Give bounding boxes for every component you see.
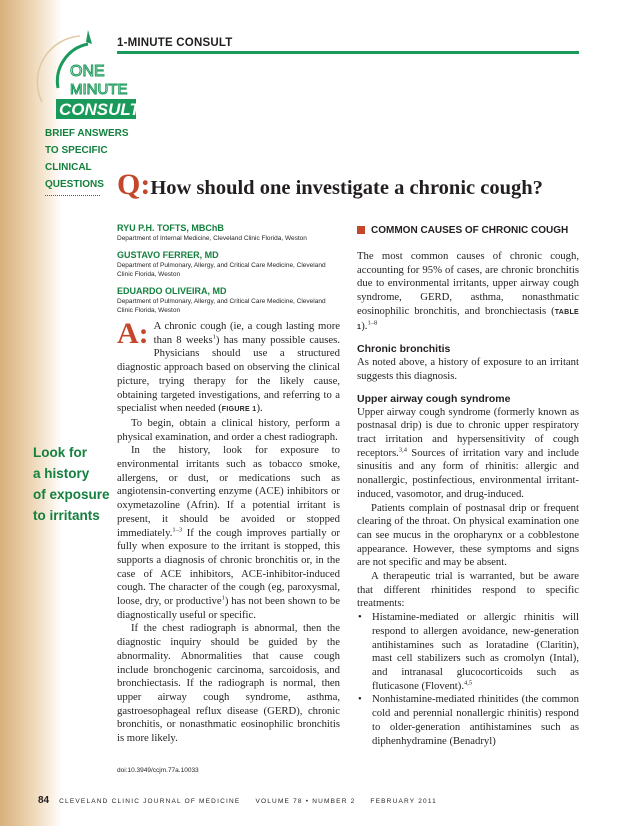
pull-quote-line: a history [33, 466, 90, 481]
tagline-divider [45, 195, 100, 196]
text-run: In the history, look for exposure to environmental irritants such as tobacco smoke, allergens, or dust, or medications such as angiotensin-converting enzyme (ACE) inhibitors or oxymetazoline (Afrin). If a potential irritant is present, it should be avoided or stopped immediately. [117, 444, 340, 539]
table-reference: TABLE 1 [357, 308, 579, 331]
author-affiliation: Department of Internal Medicine, Cleveland Clinic Florida, Weston [117, 235, 307, 242]
text-run: The most common causes of chronic cough, accounting for 95% of cases, are chronic bronchitis due to environmental irritants, upper airway cough syndrome, GERD, asthma, nonasthmatic eosinophilic bronchitis, and bronchiectasis ( [357, 250, 579, 317]
author-name: EDUARDO OLIVEIRA, MD [117, 286, 227, 296]
text-run: Upper airway cough syndrome (formerly known as postnasal drip) is due to chronic upper respiratory tract irritation and hypersensitivity of cough receptors. [357, 405, 579, 459]
heading-text: COMMON CAUSES OF CHRONIC COUGH [371, 225, 569, 236]
paragraph: To begin, obtain a clinical history, perform a physical examination, and order a chest radiograph. [117, 416, 340, 443]
page-number: 84 [38, 795, 50, 806]
citation: 4,5 [464, 679, 473, 687]
doi: doi:10.3949/ccjm.77a.10033 [117, 767, 199, 774]
paragraph: Patients complain of postnasal drip or frequent clearing of the throat. On physical examination one can see mucus in the oropharynx or a cobblestone appearance. However, these symptoms and signs are not specific and may be absent. [357, 501, 579, 569]
pull-quote-line: of exposure [33, 487, 110, 502]
question-mark-label: Q: [117, 168, 151, 201]
pull-quote-line: to irritants [33, 508, 100, 523]
citation: 1–8 [367, 318, 378, 326]
text-run: ) has not been shown to be diagnostically useful or specific. [117, 595, 340, 621]
paragraph [117, 444, 340, 622]
title-text: How should one investigate a chronic cough? [150, 177, 543, 199]
citation: 1–3 [172, 525, 183, 533]
citation: 1 [212, 333, 216, 341]
text-run: A chronic cough (ie, a cough lasting more than 8 weeks [153, 320, 340, 346]
logo-word-consult: CONSULT [59, 100, 140, 119]
author-entry [117, 249, 337, 279]
paragraph [357, 406, 579, 502]
list-item [357, 611, 579, 693]
answer-mark-label: A: [117, 317, 149, 350]
tagline-line: TO SPECIFIC [45, 145, 108, 156]
tagline-line: BRIEF ANSWERS [45, 128, 129, 139]
author-name: GUSTAVO FERRER, MD [117, 250, 219, 260]
text-run: Sources of irritation vary and include sinusitis and any form of rhinitis: allergic and nonallergic, postinfectious, environmental irritant-induced, vasomotor, and drug-induced. [357, 446, 579, 500]
tagline-line: QUESTIONS [45, 179, 104, 190]
article-title [117, 168, 543, 202]
author-name: RYU P.H. TOFTS, MBChB [117, 223, 224, 233]
subheading: Upper airway cough syndrome [357, 392, 511, 405]
paragraph: A therapeutic trial is warranted, but be aware that different rhinitides respond to specific treatments: [357, 570, 579, 610]
paragraph: As noted above, a history of exposure to an irritant suggests this diagnosis. [357, 356, 579, 382]
text-run: ) has many possible causes. Physicians should use a structured diagnostic approach based on observing the clinical picture, trying therapy for the likely cause, obtaining targeted investigations, and referring to a specialist when needed ( [117, 333, 340, 415]
left-column [117, 317, 340, 746]
author-entry [117, 285, 337, 315]
tagline-line: CLINICAL [45, 162, 92, 173]
text-run: If the cough improves partially or fully when exposure to the irritant is stopped, this supports a diagnosis of chronic bronchitis or, in the case of ACE inhibitors, ACE-inhibitor-induced cough. The character of the cough (eg, paroxysmal, loose, dry, or productive [117, 526, 340, 608]
section-heading [357, 225, 568, 236]
page-footer [38, 790, 437, 808]
author-affiliation: Department of Pulmonary, Allergy, and Critical Care Medicine, Cleveland Clinic Florida, Weston [117, 298, 326, 314]
journal-info: CLEVELAND CLINIC JOURNAL OF MEDICINE VOLUME 78 • NUMBER 2 FEBRUARY 2011 [59, 798, 437, 805]
figure-reference: FIGURE 1 [221, 406, 257, 414]
header-rule [117, 51, 579, 54]
answer-paragraph [117, 317, 340, 417]
text-run: ). [256, 402, 263, 415]
right-column [357, 250, 579, 748]
subheading: Chronic bronchitis [357, 343, 451, 356]
author-affiliation: Department of Pulmonary, Allergy, and Critical Care Medicine, Cleveland Clinic Florida, Weston [117, 262, 326, 278]
paragraph: If the chest radiograph is abnormal, then the diagnostic inquiry should be guided by the abnormality. Abnormalities that cause cough include bronchogenic carcinoma, sarcoidosis, and bronchiectasis. If the radiograph is normal, then upper airway cough syndrome, asthma, gastroesophageal reflux disease (GERD), chronic bronchitis, or nonasthmatic eosinophilic bronchitis is more likely. [117, 622, 340, 745]
heading-square-icon [357, 226, 365, 234]
section-label: 1-MINUTE CONSULT [117, 37, 233, 49]
author-list [117, 222, 337, 321]
list-item: • Nonhistamine-mediated rhinitides (the common cold and perennial nonallergic rhinitis) respond to older-generation antihistamines such as diphenhydramine (Benadryl) [357, 693, 579, 748]
citation: 3,4 [398, 446, 407, 454]
text-run: ). [361, 319, 368, 332]
logo-word-minute: MINUTE [70, 81, 128, 98]
text-run: Histamine-mediated or allergic rhinitis will respond to allergen avoidance, new-generation antihistamines such as loratadine (Claritin), mast cell stabilizers such as cromolyn (Intal), and intranasal glucocorticoids such as fluticasone (Flovent). [372, 611, 579, 692]
pull-quote [33, 442, 115, 526]
logo-word-one: ONE [70, 63, 105, 80]
author-entry [117, 222, 337, 243]
pull-quote-line: Look for [33, 445, 87, 460]
bullet-list [357, 611, 579, 748]
citation: 1 [221, 594, 225, 602]
paragraph [357, 250, 579, 334]
